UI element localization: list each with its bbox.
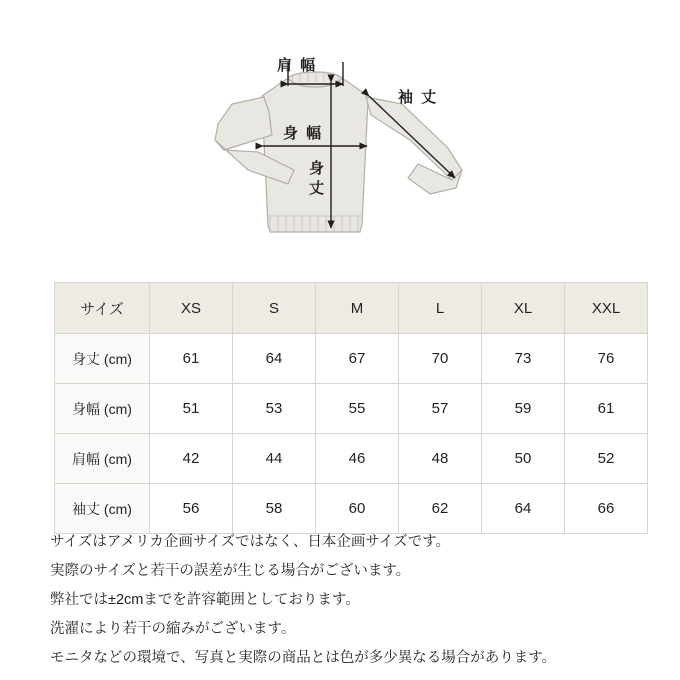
cell-body-width-xxl: 61 (565, 384, 648, 434)
garment-illustration (0, 0, 680, 268)
row-label-body-width: 身幅 (cm) (55, 384, 150, 434)
cell-sleeve-length-xl: 64 (482, 484, 565, 534)
cell-body-width-m: 55 (316, 384, 399, 434)
header-cell-xl: XL (482, 283, 565, 334)
table-row (55, 334, 648, 384)
size-table-head (55, 283, 648, 334)
cell-shoulder-width-l: 48 (399, 434, 482, 484)
table-row (55, 384, 648, 434)
note-line-1: サイズはアメリカ企画サイズではなく、日本企画サイズです。 (50, 534, 451, 550)
cell-body-width-s: 53 (233, 384, 316, 434)
cell-body-length-m: 67 (316, 334, 399, 384)
table-row (55, 434, 648, 484)
label-body-width: 身 幅 (283, 125, 324, 142)
cell-body-length-xxl: 76 (565, 334, 648, 384)
cell-sleeve-length-xs: 56 (150, 484, 233, 534)
size-table-body (55, 334, 648, 534)
label-body-length-line1: 身 (309, 160, 325, 177)
cell-sleeve-length-l: 62 (399, 484, 482, 534)
label-body-length-line2: 丈 (309, 180, 325, 197)
table-row (55, 484, 648, 534)
size-table-wrapper (54, 282, 626, 534)
sweatshirt-drawing (0, 0, 680, 268)
note-line-4: 洗濯により若干の縮みがございます。 (50, 621, 296, 638)
cell-shoulder-width-xl: 50 (482, 434, 565, 484)
cell-shoulder-width-s: 44 (233, 434, 316, 484)
cell-body-length-xl: 73 (482, 334, 565, 384)
cell-shoulder-width-xxl: 52 (565, 434, 648, 484)
notes-section (50, 532, 650, 677)
size-table (54, 282, 648, 534)
label-sleeve-length: 袖 丈 (398, 89, 439, 106)
cell-body-width-l: 57 (399, 384, 482, 434)
label-body-length (309, 159, 324, 199)
header-cell-xxl: XXL (565, 283, 648, 334)
table-header-row (55, 283, 648, 334)
cell-sleeve-length-xxl: 66 (565, 484, 648, 534)
cell-body-length-l: 70 (399, 334, 482, 384)
header-cell-l: L (399, 283, 482, 334)
header-cell-s: S (233, 283, 316, 334)
cell-sleeve-length-s: 58 (233, 484, 316, 534)
cell-body-length-s: 64 (233, 334, 316, 384)
cell-body-width-xl: 59 (482, 384, 565, 434)
note-line-5: モニタなどの環境で、写真と実際の商品とは色が多少異なる場合があります。 (50, 650, 557, 667)
cell-shoulder-width-m: 46 (316, 434, 399, 484)
cell-sleeve-length-m: 60 (316, 484, 399, 534)
row-label-sleeve-length: 袖丈 (cm) (55, 484, 150, 534)
label-shoulder-width: 肩 幅 (277, 57, 318, 74)
row-label-body-length: 身丈 (cm) (55, 334, 150, 384)
row-label-shoulder-width: 肩幅 (cm) (55, 434, 150, 484)
header-cell-size: サイズ (55, 283, 150, 334)
header-cell-xs: XS (150, 283, 233, 334)
cell-shoulder-width-xs: 42 (150, 434, 233, 484)
header-cell-m: M (316, 283, 399, 334)
cell-body-length-xs: 61 (150, 334, 233, 384)
cell-body-width-xs: 51 (150, 384, 233, 434)
note-line-2: 実際のサイズと若干の誤差が生じる場合がございます。 (50, 563, 411, 580)
note-line-3: 弊社では±2cmまでを許容範囲としております。 (50, 592, 360, 609)
